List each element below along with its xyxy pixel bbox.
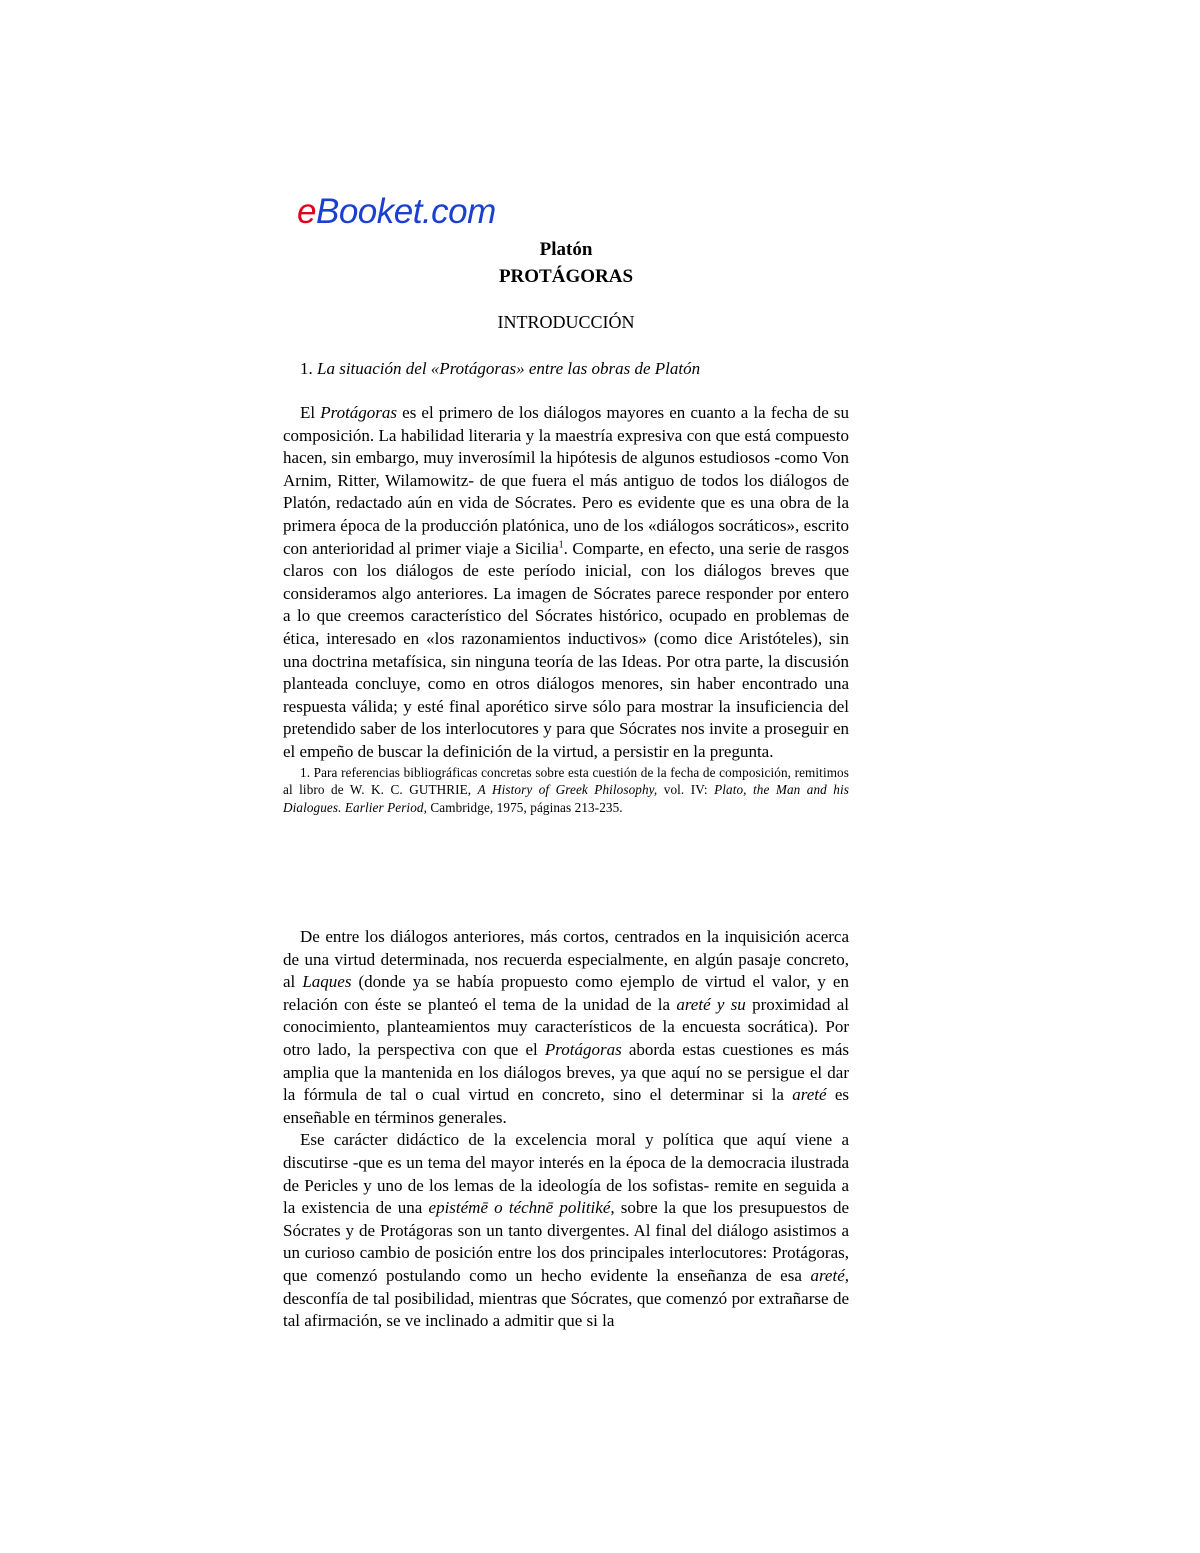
paragraph-1-text-c: . Comparte, en efecto, una serie de rasgos claros con los diálogos de este período inicial, con los diálogos breves que consideramos algo anteriores. La imagen de Sócrates parece responder por entero a lo que creemos característico del Sócrates histórico, ocupado en problemas de ética, interesado en «los razonamientos inductivos» (como dice Aristóteles), sin una doctrina metafísica, sin ninguna teoría de las Ideas. Por otra parte, la discusión planteada concluye, como en otros diálogos menores, sin haber encontrado una respuesta válida; y esté final aporético sirve sólo para mostrar la insuficiencia del pretendido saber de los interlocutores y para que Sócrates nos invite a proseguir en el empeño de buscar la definición de la virtud, a persistir en la pregunta.: [283, 538, 849, 761]
paragraph-2-italic-d: areté: [792, 1085, 827, 1105]
author-name: Platón: [539, 239, 593, 260]
paragraph-1: [283, 402, 849, 764]
work-title: PROTÁGORAS: [498, 266, 634, 287]
paragraph-3-text-a: Ese carácter didáctico de la excelencia moral y política que aquí viene a discutirse -que es un tema del mayor interés en la época de la democracia ilustrada de Pericles y uno de los lemas de la ideología de los sofistas- remite en seguida a la existencia de una: [283, 1130, 849, 1218]
ebooket-logo: [297, 192, 496, 232]
paragraph-2-text-c: proximidad al conocimiento, planteamientos muy característicos de la encuesta socrática). Por otro lado, la perspectiva con que el: [283, 994, 849, 1059]
footnote-1-text-b: vol. IV:: [657, 782, 715, 797]
paragraph-2-italic-a: Laques: [302, 972, 352, 992]
paragraph-3-text-b: sobre la que los presupuestos de Sócrates y de Protágoras son un tanto divergentes. Al final del diálogo asistimos a un curioso cambio de posición entre los dos principales interlocutores: Protágoras, que comenzó postulando como un hecho evidente la enseñanza de esa: [283, 1198, 850, 1285]
paragraph-2-italic-c: Protágoras: [544, 1039, 622, 1059]
section-number: 1.: [300, 359, 313, 378]
footnote-1-text-c: Cambridge, 1975, páginas 213-235.: [427, 799, 623, 815]
section-heading: [300, 358, 700, 380]
footnote-1-italic-b: Plato, the Man and his Dialogues. Earlier Period,: [283, 782, 849, 815]
paragraph-2-text-d: aborda estas cuestiones es más amplia que la mantenida en los diálogos breves, ya que aquí no se persigue el dar la fórmula de tal o cual virtud en concreto, sino el determinar si la: [283, 1039, 849, 1105]
paragraph-1-text-a: El: [300, 403, 321, 422]
footnote-1: [283, 764, 849, 817]
footnote-1-text-a: 1. Para referencias bibliográficas concretas sobre esta cuestión de la fecha de composición, remitimos al libro de W. K. C. GUTHRIE,: [283, 764, 849, 797]
logo-letter-e: e: [297, 192, 316, 231]
paragraph-2-text-e: es enseñable en términos generales.: [283, 1085, 849, 1127]
footnote-1-italic-a: A History of Greek Philosophy,: [477, 782, 658, 797]
paragraph-2-text-b: (donde ya se había propuesto como ejemplo de virtud el valor, y en relación con éste se planteó el tema de la unidad de la: [283, 972, 849, 1014]
paragraph-3-text-c: desconfía de tal posibilidad, mientras que Sócrates, que comenzó por extrañarse de tal afirmación, se ve inclinado a admitir que si la: [283, 1288, 849, 1331]
paragraph-2-italic-b: areté y su: [676, 994, 746, 1014]
paragraph-3-italic-b: areté,: [810, 1265, 849, 1285]
paragraph-2-text-a: De entre los diálogos anteriores, más cortos, centrados en la inquisición acerca de una virtud determinada, nos recuerda especialmente, en algún pasaje concreto, al: [283, 927, 849, 992]
introduction-heading: INTRODUCCIÓN: [497, 312, 635, 332]
footnote-ref-1: 1: [558, 538, 564, 550]
section-title: La situación del «Protágoras» entre las obras de Platón: [317, 359, 701, 378]
paragraph-3: [283, 1129, 849, 1332]
logo-dotcom: .com: [421, 192, 496, 231]
logo-booket: Booket: [315, 192, 422, 231]
paragraph-1-italic-a: Protágoras: [320, 403, 398, 422]
paragraph-3-italic-a: epistémē o téchnē politiké,: [428, 1198, 615, 1218]
title-block: [283, 236, 849, 290]
body-block-1: [283, 402, 849, 816]
body-block-2: [283, 926, 849, 1333]
paragraph-1-text-b: es el primero de los diálogos mayores en cuanto a la fecha de su composición. La habilidad literaria y la maestría expresiva con que está compuesto hacen, sin embargo, muy inverosímil la hipótesis de algunos estudiosos -como Von Arnim, Ritter, Wilamowitz- de que fuera el más antiguo de todos los diálogos de Platón, redactado aún en vida de Sócrates. Pero es evidente que es una obra de la primera época de la producción platónica, uno de los «diálogos socráticos», escrito con anterioridad al primer viaje a Sicilia: [283, 403, 849, 558]
paragraph-2: [283, 926, 849, 1129]
